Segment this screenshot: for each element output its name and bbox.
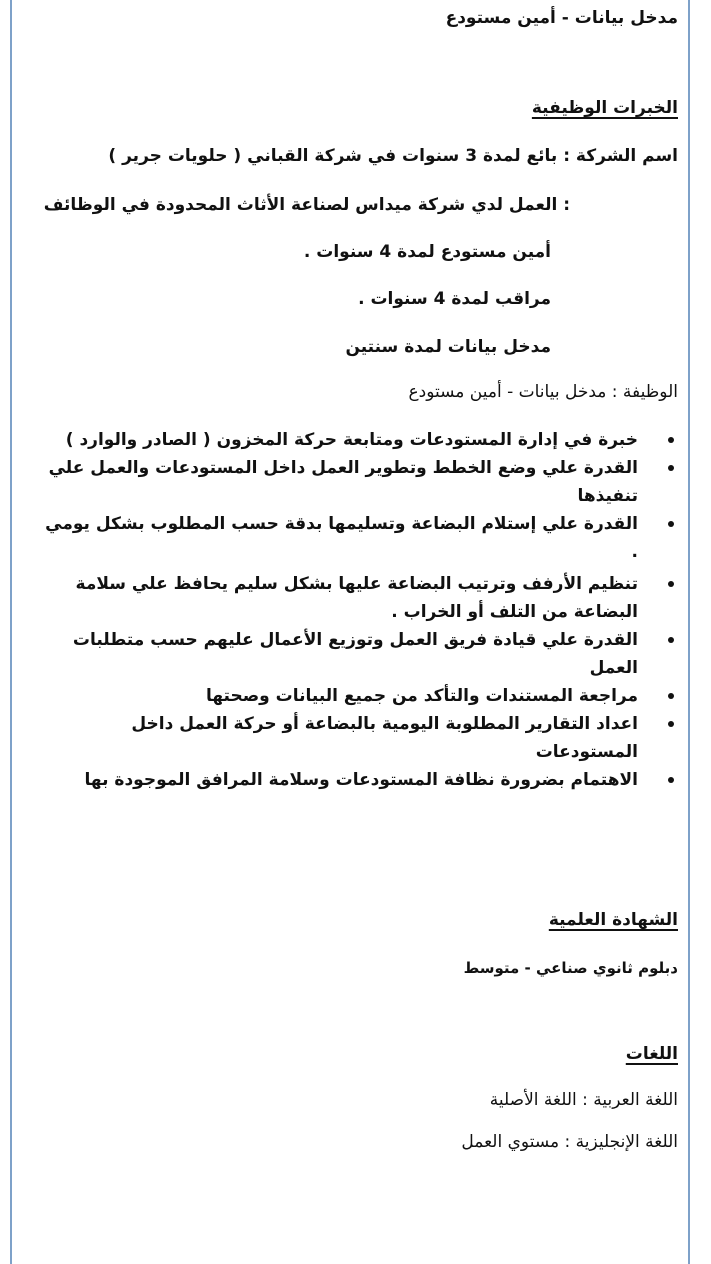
bullet-icon <box>668 777 674 783</box>
list-item <box>38 626 678 682</box>
list-item <box>38 426 678 454</box>
list-item-text: خبرة في إدارة المستودعات ومتابعة حركة المخزون ( الصادر والوارد ) <box>65 430 638 450</box>
education-heading: الشهادة العلمية <box>548 910 678 930</box>
languages-heading: اللغات <box>625 1044 678 1064</box>
experience-heading: الخبرات الوظيفية <box>531 98 678 118</box>
bullet-icon <box>668 693 674 699</box>
degree-text: دبلوم ثانوي صناعي - متوسط <box>463 959 678 977</box>
work-line: : العمل لدي شركة ميداس لصناعة الأثاث المحدودة في الوظائف <box>43 195 570 215</box>
list-item <box>38 570 678 626</box>
bullet-icon <box>668 465 674 471</box>
list-item <box>38 710 678 766</box>
language-arabic: اللغة العربية : اللغة الأصلية <box>489 1090 678 1110</box>
list-item <box>38 682 678 710</box>
list-item <box>38 510 678 566</box>
responsibilities-list <box>38 426 678 794</box>
document-title: مدخل بيانات - أمين مستودع <box>445 8 678 28</box>
list-item-text: اعداد التقارير المطلوبة اليومية بالبضاعة أو حركة العمل داخل المستودعات <box>131 714 638 762</box>
list-item <box>38 766 678 794</box>
list-item <box>38 454 678 510</box>
job-title-line: الوظيفة : مدخل بيانات - أمين مستودع <box>408 382 678 402</box>
list-item-text: القدرة علي قيادة فريق العمل وتوزيع الأعمال عليهم حسب متطلبات العمل <box>72 630 638 678</box>
language-english: اللغة الإنجليزية : مستوي العمل <box>461 1132 678 1152</box>
role-item: مدخل بيانات لمدة سنتين <box>345 337 551 357</box>
bullet-icon <box>668 721 674 727</box>
role-item: مراقب لمدة 4 سنوات . <box>358 289 551 309</box>
bullet-icon <box>668 637 674 643</box>
list-item-text: الاهتمام بضرورة نظافة المستودعات وسلامة المرافق الموجودة بها <box>84 770 638 790</box>
bullet-icon <box>668 521 674 527</box>
bullet-icon <box>668 437 674 443</box>
bullet-icon <box>668 581 674 587</box>
list-item-text: القدرة علي وضع الخطط وتطوير العمل داخل المستودعات والعمل علي تنفيذها <box>48 458 638 506</box>
company-line: اسم الشركة : بائع لمدة 3 سنوات في شركة القباني ( حلويات جرير ) <box>108 146 678 166</box>
role-item: أمين مستودع لمدة 4 سنوات . <box>303 242 551 262</box>
list-item-text: تنظيم الأرفف وترتيب البضاعة عليها بشكل سليم يحافظ علي سلامة البضاعة من التلف أو الخراب . <box>75 574 638 622</box>
list-item-text: القدرة علي إستلام البضاعة وتسليمها بدقة حسب المطلوب بشكل يومي . <box>45 514 638 562</box>
list-item-text: مراجعة المستندات والتأكد من جميع البيانات وصحتها <box>205 686 638 706</box>
